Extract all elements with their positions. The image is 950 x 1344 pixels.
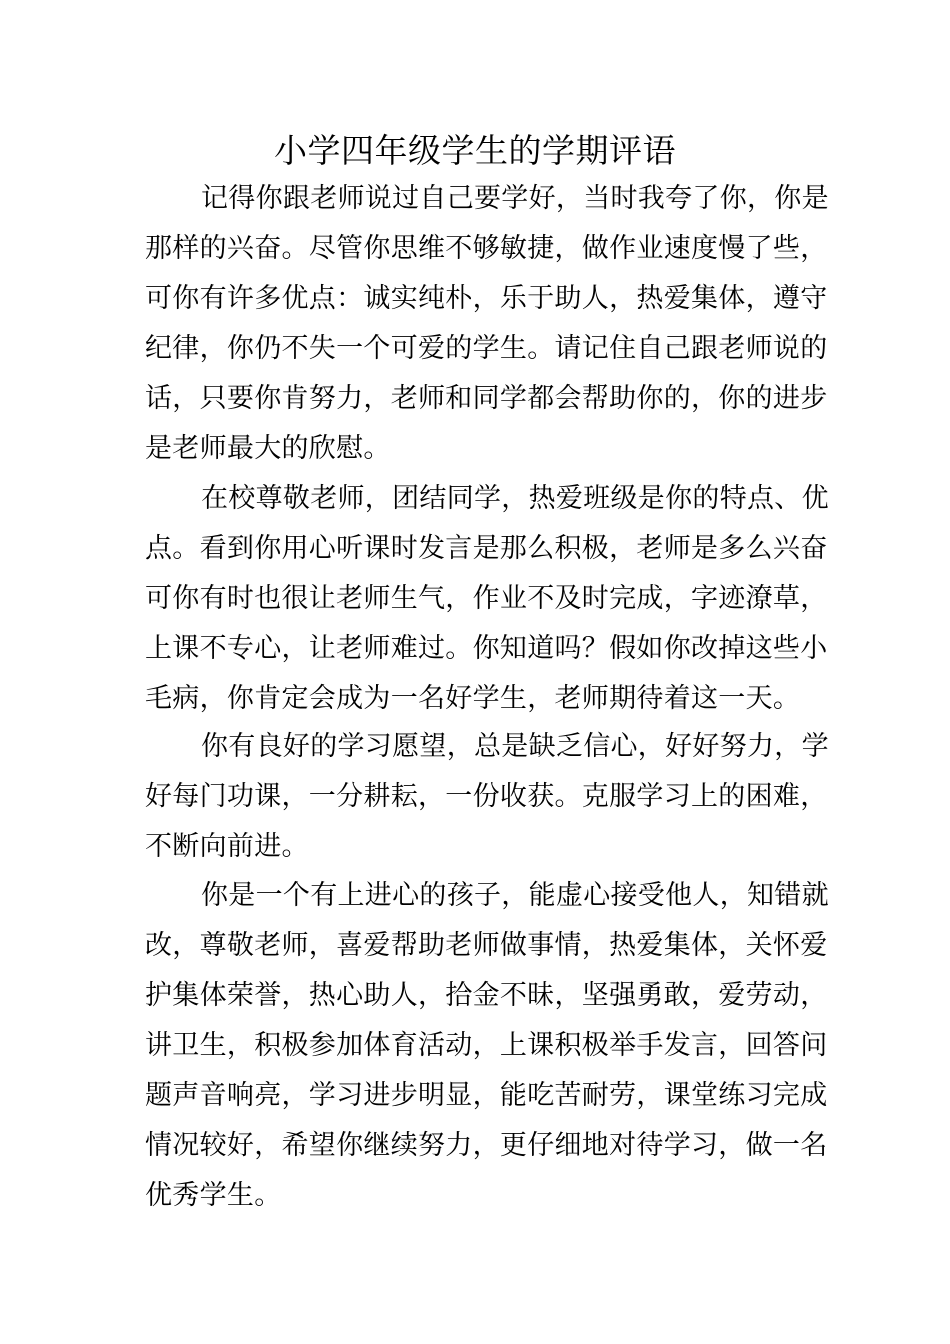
paragraph-line: 讲卫生，积极参加体育活动，上课积极举手发言，回答问 [145, 1030, 828, 1061]
paragraph-line: 那样的兴奋。尽管你思维不够敏捷，做作业速度慢了些， [145, 233, 828, 264]
paragraph-line: 纪律，你仍不失一个可爱的学生。请记住自己跟老师说的 [145, 333, 828, 364]
paragraph-line: 可你有许多优点：诚实纯朴，乐于助人，热爱集体，遵守 [145, 283, 828, 314]
paragraph-3 [145, 722, 829, 872]
paragraph-line: 改，尊敬老师，喜爱帮助老师做事情，热爱集体，关怀爱 [145, 930, 828, 961]
paragraph-line: 可你有时也很让老师生气，作业不及时完成，字迹潦草， [145, 583, 828, 614]
paragraph-line: 毛病，你肯定会成为一名好学生，老师期待着这一天。 [145, 683, 801, 714]
paragraph-line: 是老师最大的欣慰。 [145, 433, 391, 464]
paragraph-line: 好每门功课，一分耕耘，一份收获。克服学习上的困难， [145, 781, 828, 812]
paragraph-4 [145, 871, 829, 1221]
paragraph-line: 你有良好的学习愿望，总是缺乏信心，好好努力，学 [201, 731, 829, 762]
paragraph-line: 记得你跟老师说过自己要学好，当时我夸了你，你是 [201, 183, 829, 214]
paragraph-line: 题声音响亮，学习进步明显，能吃苦耐劳，课堂练习完成 [145, 1080, 828, 1111]
document-title: 小学四年级学生的学期评语 [274, 131, 676, 170]
paragraph-line: 话，只要你肯努力，老师和同学都会帮助你的，你的进步 [145, 383, 828, 414]
paragraph-line: 上课不专心，让老师难过。你知道吗？假如你改掉这些小 [145, 633, 828, 664]
paragraph-1 [145, 174, 829, 474]
paragraph-line: 情况较好，希望你继续努力，更仔细地对待学习，做一名 [145, 1130, 828, 1161]
paragraph-line: 优秀学生。 [145, 1180, 282, 1211]
paragraph-2 [145, 474, 829, 724]
paragraph-line: 不断向前进。 [145, 831, 309, 862]
paragraph-line: 护集体荣誉，热心助人，拾金不昧，坚强勇敢，爱劳动， [145, 980, 828, 1011]
paragraph-line: 你是一个有上进心的孩子，能虚心接受他人，知错就 [201, 880, 829, 911]
paragraph-line: 在校尊敬老师，团结同学，热爱班级是你的特点、优 [201, 483, 829, 514]
paragraph-line: 点。看到你用心听课时发言是那么积极，老师是多么兴奋 [145, 533, 828, 564]
